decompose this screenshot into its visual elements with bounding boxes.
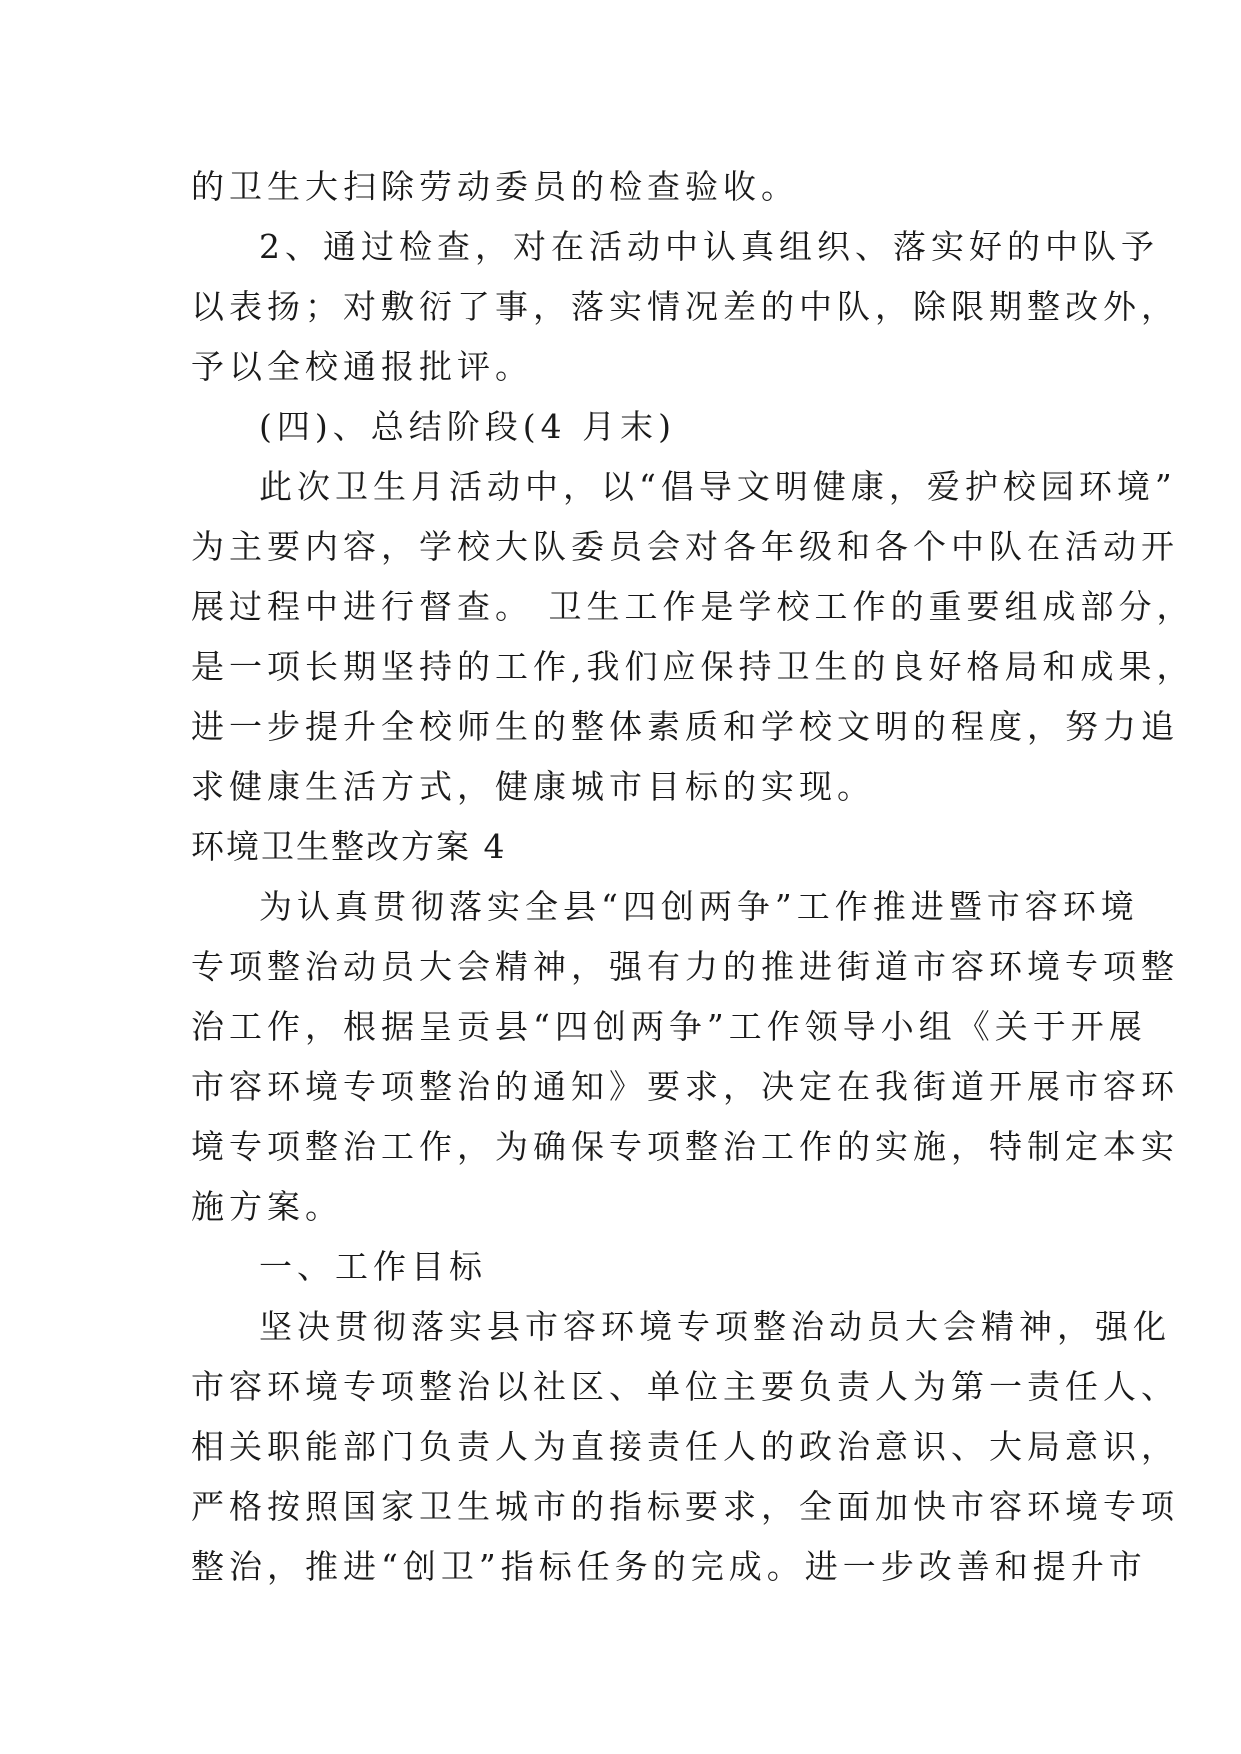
text-line: 2、通过检查，对在活动中认真组织、落实好的中队予 bbox=[259, 227, 1159, 266]
text-line: 相关职能部门负责人为直接责任人的政治意识、大局意识， bbox=[191, 1427, 1179, 1466]
text-line: 施方案。 bbox=[191, 1187, 343, 1226]
text-line: 予以全校通报批评。 bbox=[191, 347, 533, 386]
text-line: 坚决贯彻落实县市容环境专项整治动员大会精神，强化 bbox=[259, 1307, 1171, 1346]
text-line: 境专项整治工作，为确保专项整治工作的实施，特制定本实 bbox=[191, 1127, 1179, 1166]
text-line: 整治，推进“创卫”指标任务的完成。进一步改善和提升市 bbox=[191, 1547, 1147, 1586]
text-line: 以表扬；对敷衍了事，落实情况差的中队，除限期整改外， bbox=[191, 287, 1179, 326]
text-line: 求健康生活方式，健康城市目标的实现。 bbox=[191, 767, 875, 806]
text-line: 为主要内容，学校大队委员会对各年级和各个中队在活动开 bbox=[191, 527, 1179, 566]
text-line: 为认真贯彻落实全县“四创两争”工作推进暨市容环境 bbox=[259, 887, 1139, 926]
document-body bbox=[191, 157, 1195, 1597]
text-line: 是一项长期坚持的工作,我们应保持卫生的良好格局和成果， bbox=[191, 647, 1195, 686]
text-line: 治工作，根据呈贡县“四创两争”工作领导小组《关于开展 bbox=[191, 1007, 1147, 1046]
section-heading: (四)、总结阶段(4 月末) bbox=[259, 407, 676, 446]
section-heading: 一、工作目标 bbox=[259, 1247, 487, 1286]
text-line: 的卫生大扫除劳动委员的检查验收。 bbox=[191, 167, 799, 206]
text-line: 进一步提升全校师生的整体素质和学校文明的程度，努力追 bbox=[191, 707, 1179, 746]
text-line: 此次卫生月活动中，以“倡导文明健康，爱护校园环境” bbox=[259, 467, 1177, 506]
text-line: 展过程中进行督查。 卫生工作是学校工作的重要组成部分， bbox=[191, 587, 1195, 626]
text-line: 市容环境专项整治以社区、单位主要负责人为第一责任人、 bbox=[191, 1367, 1179, 1406]
text-line: 严格按照国家卫生城市的指标要求，全面加快市容环境专项 bbox=[191, 1487, 1179, 1526]
document-title: 环境卫生整改方案 4 bbox=[191, 827, 507, 866]
text-line: 专项整治动员大会精神，强有力的推进街道市容环境专项整 bbox=[191, 947, 1179, 986]
text-line: 市容环境专项整治的通知》要求，决定在我街道开展市容环 bbox=[191, 1067, 1179, 1106]
